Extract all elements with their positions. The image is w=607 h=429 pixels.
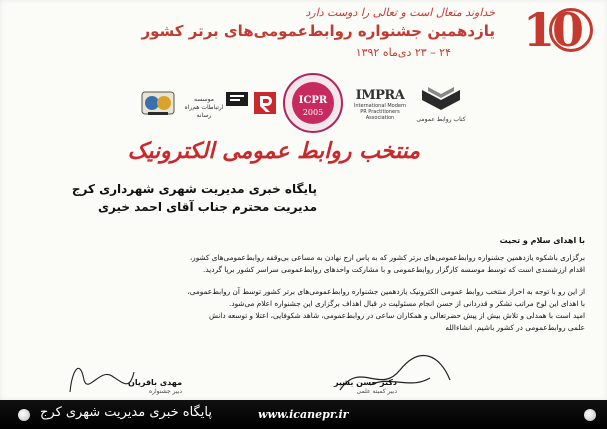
pr-book-logo	[416, 86, 466, 122]
icpr-year: 2005	[302, 108, 324, 117]
body-paragraph-2	[25, 286, 585, 334]
ministry-emblem-icon	[140, 88, 176, 118]
certificate-header	[0, 0, 607, 70]
body-line: امید است با همدلی و تلاش بیش از پیش حضرتعالی و همکاران ساعی در روابط‌عمومی، شاهد شکوفایی، اعتلا و توسعه دانش	[208, 311, 585, 320]
badge-number: 10	[522, 3, 581, 57]
signer-left-name: مهدی باقریان	[128, 378, 183, 387]
body-line: اقدام ارزشمندی است که توسط موسسه کارگزار روابط‌عمومی و با مشارکت واحدهای روابط‌عمومی سراسر کشور برپا گردید.	[203, 265, 585, 274]
hamrah-logo	[182, 90, 248, 118]
impra-subtitle: International Modern PR Practitioners Association	[353, 103, 407, 121]
signer-right-role: دبیر کمیته علمی	[356, 388, 397, 395]
recipient-person: مدیریت محترم جناب آقای احمد خیری	[98, 200, 317, 214]
bullet-dot-icon	[584, 409, 596, 421]
icpr-name: ICPR	[298, 95, 328, 106]
festival-dates: ۲۴ – ۲۳ دی‌ماه ۱۳۹۲	[355, 46, 451, 59]
caption-url: www.icanepr.ir	[258, 408, 349, 421]
signature-block-right	[334, 378, 397, 395]
caption-bar	[0, 400, 607, 429]
signer-left-role: دبیر جشنواره	[148, 388, 183, 395]
icpr-2005-logo	[282, 72, 344, 134]
festival-title: یازدهمین جشنواره روابط‌عمومی‌های برتر کشور	[141, 22, 495, 40]
award-title: منتخب روابط عمومی الکترونیک	[127, 138, 420, 164]
header-verse: خداوند متعال است و تعالی را دوست دارد	[305, 6, 495, 19]
pr-book-text: کتاب روابط عمومی	[416, 116, 466, 123]
body-paragraph-1	[25, 252, 585, 276]
r-logo-icon	[252, 90, 282, 118]
body-line: از این رو با توجه به احراز منتخب روابط عمومی الکترونیک یازدهمین جشنواره روابط‌عمومی‌های برتر کشور توسط آن روابط‌عمومی،	[187, 287, 585, 296]
hamrah-logo-text: موسسه ارتباطات هم‌راه رسانه	[184, 96, 224, 119]
body-line: برگزاری باشکوه یازدهمین جشنواره روابط‌عمومی‌های برتر کشور که به پاس ارج نهادن به مساعی بی‌وقفه روابط‌عمومی‌های کشور،	[189, 253, 585, 262]
body-line: با اهدای این لوح مراتب تشکر و قدردانی از حسن انجام مسئولیت در قبال اهداف برگزاری این جشنواره اعلام می‌شود.	[229, 299, 585, 308]
anniversary-10-logo	[503, 2, 595, 58]
signature-block-left	[128, 378, 182, 395]
sponsor-logos	[140, 72, 470, 134]
signer-right-name: دکتر حسن بشیر	[333, 378, 397, 387]
impra-logo	[352, 88, 408, 120]
caption-text: پایگاه خبری مدیریت شهری کرج	[40, 405, 212, 420]
impra-name: IMPRA	[355, 88, 405, 103]
greeting-line: با اهدای سلام و تحیت	[499, 236, 585, 245]
recipient-organization: پایگاه خبری مدیریت شهری شهرداری کرج	[71, 182, 317, 196]
body-line: علمی روابط‌عمومی در کشور باشیم. انشاءالله	[445, 323, 585, 332]
bullet-dot-icon	[18, 409, 30, 421]
